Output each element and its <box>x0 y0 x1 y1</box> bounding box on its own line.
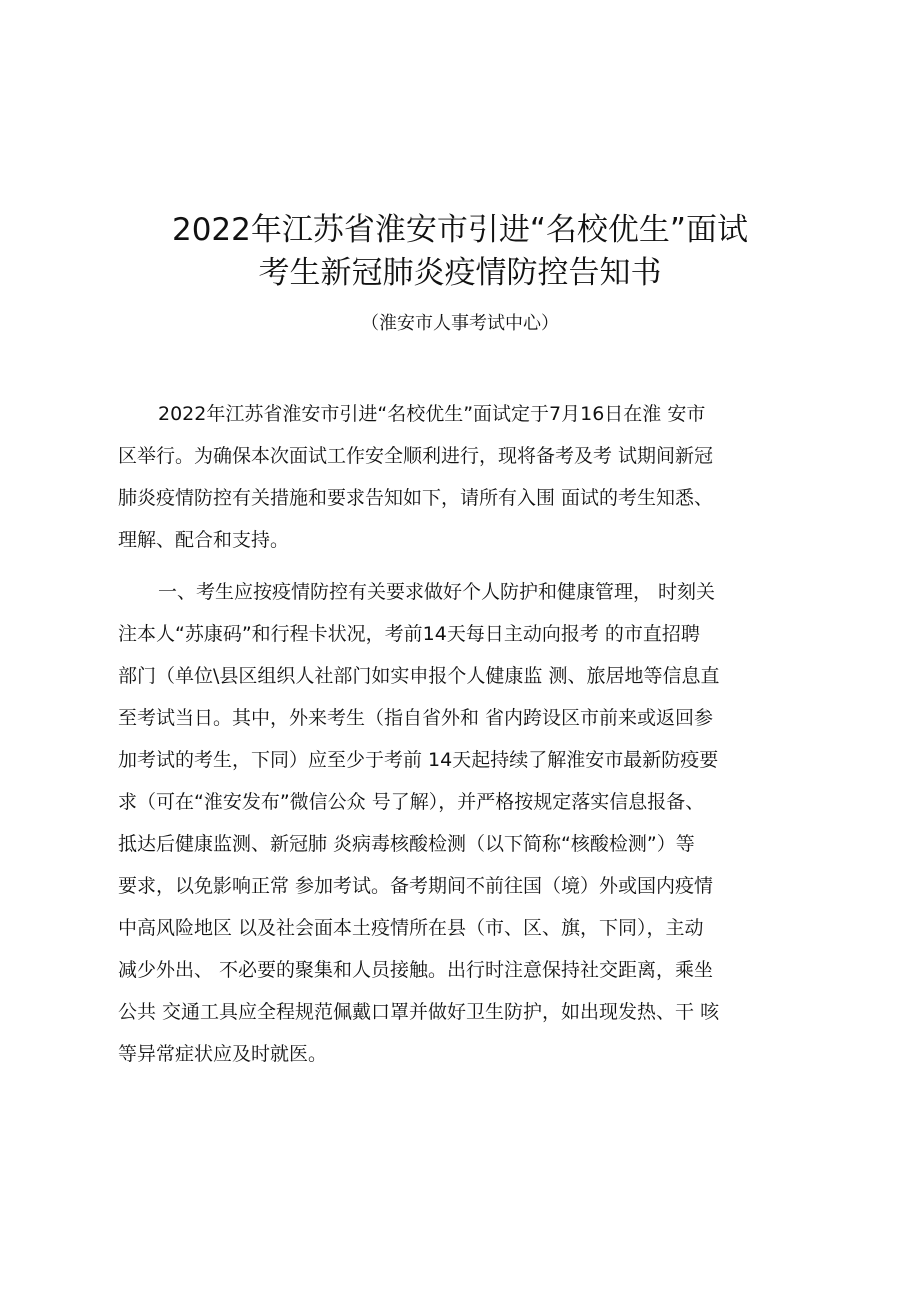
paragraph-line: 一、考生应按疫情防控有关要求做好个人防护和健康管理， 时刻关 <box>158 581 716 603</box>
paragraph-line: 求（可在“淮安发布”微信公众 号了解），并严格按规定落实信息报备、 <box>118 791 705 813</box>
document-title-line-2: 考生新冠肺炎疫情防控告知书 <box>258 255 662 291</box>
paragraph-line: 区举行。为确保本次面试工作安全顺利进行，现将备考及考 试期间新冠 <box>118 445 714 467</box>
paragraph-line: 加考试的考生，下同）应至少于考前 14天起持续了解淮安市最新防疫要 <box>118 749 719 771</box>
paragraph-line: 肺炎疫情防控有关措施和要求告知如下，请所有入围 面试的考生知悉、 <box>118 487 714 509</box>
paragraph-line: 2022年江苏省淮安市引进“名校优生”面试定于7月16日在淮 安市 <box>158 403 706 425</box>
paragraph-line: 减少外出、 不必要的聚集和人员接触。出行时注意保持社交距离，乘坐 <box>118 959 714 981</box>
paragraph-line: 中高风险地区 以及社会面本土疫情所在县（市、区、旗，下同），主动 <box>118 917 704 939</box>
paragraph-line: 等异常症状应及时就医。 <box>118 1043 328 1065</box>
paragraph-line: 公共 交通工具应全程规范佩戴口罩并做好卫生防护，如出现发热、干 咳 <box>118 1001 720 1023</box>
paragraph-line: 注本人“苏康码”和行程卡状况，考前14天每日主动向报考 的市直招聘 <box>118 623 700 645</box>
paragraph-line: 理解、配合和支持。 <box>118 529 290 551</box>
paragraph-intro <box>118 393 818 561</box>
issuer-subtitle: （淮安市人事考试中心） <box>361 313 559 334</box>
document-title-line-1: 2022年江苏省淮安市引进“名校优生”面试 <box>171 212 748 248</box>
paragraph-line: 要求，以免影响正常 参加考试。备考期间不前往国（境）外或国内疫情 <box>118 875 714 897</box>
paragraph-line: 抵达后健康监测、新冠肺 炎病毒核酸检测（以下简称“核酸检测”）等 <box>118 833 695 855</box>
paragraph-section-one <box>118 571 818 1075</box>
paragraph-line: 至考试当日。其中，外来考生（指自省外和 省内跨设区市前来或返回参 <box>118 707 714 729</box>
paragraph-line: 部门（单位\县区组织人社部门如实申报个人健康监 测、旅居地等信息直 <box>118 665 720 687</box>
